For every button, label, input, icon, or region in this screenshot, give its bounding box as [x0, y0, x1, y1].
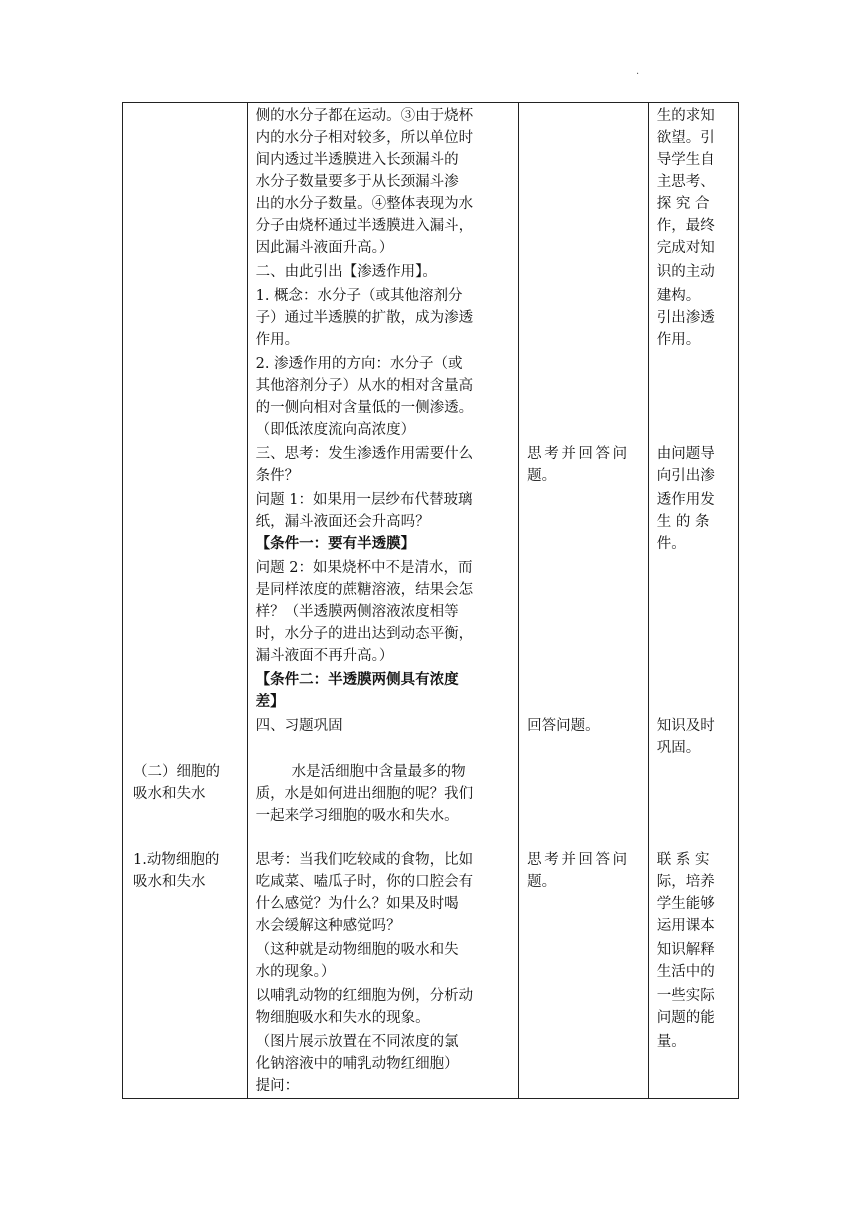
question-line: 问题 1：如果用一层纱布代替玻璃	[255, 492, 473, 508]
section-column-cell	[123, 103, 248, 1099]
text-line: 什么感觉？为什么？如果及时喝	[255, 896, 459, 912]
text-line: 建构。	[656, 288, 701, 304]
text-line: 时，水分子的进出达到动态平衡，	[255, 626, 474, 642]
text-line: 作用。	[656, 332, 701, 348]
text-line: 2. 渗透作用的方向：水分子（或	[255, 356, 463, 372]
condition-one-line: 【条件一：要有半透膜】	[255, 535, 416, 552]
text-line: 量。	[656, 1034, 686, 1050]
text-line: 内的水分子相对较多，所以单位时	[255, 130, 474, 146]
teacher-activity-cell	[247, 103, 519, 1099]
text-line: 际，培养	[656, 874, 715, 890]
text-line: 主思考、	[656, 174, 715, 190]
text-line: 作，最终	[656, 218, 715, 234]
text-line: 因此漏斗液面升高。）	[255, 240, 394, 256]
text-line: 知识及时	[656, 718, 715, 734]
text-line: 物细胞吸水和失水的现象。	[255, 1010, 430, 1026]
table-row	[123, 103, 739, 1099]
text-line: 样？（半透膜两侧溶液浓度相等	[255, 604, 459, 620]
text-line: （即低浓度流向高浓度）	[255, 422, 416, 438]
text-line: 一些实际	[656, 988, 715, 1004]
text-line: 吃咸菜、嗑瓜子时，你的口腔会有	[255, 874, 474, 890]
text-line: 其他溶剂分子）从水的相对含量高	[255, 378, 474, 394]
text-line: 水会缓解这种感觉吗？	[255, 918, 401, 934]
text-line: 回答问题。	[527, 718, 600, 734]
heading-line: 三、思考：发生渗透作用需要什么	[255, 446, 474, 462]
text-line: 运用课本	[656, 918, 715, 934]
text-line: 完成对知	[656, 240, 715, 256]
text-line: 问题的能	[656, 1010, 715, 1026]
text-line: 由问题导	[656, 446, 715, 462]
lesson-plan-table	[122, 102, 739, 1099]
text-line: 的一侧向相对含量低的一侧渗透。	[255, 400, 474, 416]
text-line: 引出渗透	[656, 310, 715, 326]
text-line: 子）通过半透膜的扩散，成为渗透	[255, 310, 474, 326]
text-line: 提问：	[255, 1078, 300, 1094]
text-line: 作用。	[255, 332, 300, 348]
section-title-line-1: （二）细胞的	[133, 764, 220, 780]
text-line: 质，水是如何进出细胞的呢？我们	[255, 786, 474, 802]
text-line: （这种就是动物细胞的吸水和失	[255, 942, 459, 958]
text-line: 巩固。	[656, 740, 701, 756]
heading-line: 二、由此引出【渗透作用】。	[255, 264, 437, 280]
text-line: （图片展示放置在不同浓度的氯	[255, 1034, 459, 1050]
text-line: 出的水分子数量。④整体表现为水	[255, 196, 474, 212]
text-line: 漏斗液面不再升高。）	[255, 648, 394, 664]
subsection-title-line-1: 1.动物细胞的	[133, 852, 220, 868]
text-line: 欲望。引	[656, 130, 715, 146]
text-line: 思考并回答问	[527, 446, 630, 462]
text-line: 生的求知	[656, 108, 715, 124]
text-line: 纸，漏斗液面还会升高吗？	[255, 514, 430, 530]
text-line: 知识解释	[656, 942, 715, 958]
heading-line: 四、习题巩固	[255, 718, 343, 734]
text-line: 识的主动	[656, 264, 715, 280]
text-line: 条件？	[255, 468, 300, 484]
design-intent-cell	[648, 103, 738, 1099]
page-mark: .	[636, 66, 640, 77]
text-line: 探 究 合	[656, 196, 710, 212]
text-line: 学生能够	[656, 896, 715, 912]
text-line: 思考：当我们吃较咸的食物，比如	[255, 852, 474, 868]
text-line: 分子由烧杯通过半透膜进入漏斗，	[255, 218, 474, 234]
section-title-line-2: 吸水和失水	[133, 786, 206, 802]
text-line: 向引出渗	[656, 468, 715, 484]
condition-two-line: 差】	[255, 693, 285, 710]
text-line: 水的现象。）	[255, 964, 336, 980]
text-line: 一起来学习细胞的吸水和失水。	[255, 808, 459, 824]
intro-line: 水是活细胞中含量最多的物	[291, 764, 466, 780]
subsection-title-line-2: 吸水和失水	[133, 874, 206, 890]
text-line: 间内透过半透膜进入长颈漏斗的	[255, 152, 459, 168]
text-line: 生活中的	[656, 964, 715, 980]
text-line: 题。	[527, 468, 557, 484]
text-line: 件。	[656, 536, 686, 552]
text-line: 水分子数量要多于从长颈漏斗渗	[255, 174, 459, 190]
text-line: 以哺乳动物的红细胞为例，分析动	[255, 988, 474, 1004]
text-line: 化钠溶液中的哺乳动物红细胞）	[255, 1056, 459, 1072]
question-line: 问题 2：如果烧杯中不是清水，而	[255, 560, 473, 576]
text-line: 导学生自	[656, 152, 715, 168]
text-line: 联 系 实	[656, 852, 710, 868]
text-line: 题。	[527, 874, 557, 890]
text-line: 生 的 条	[656, 514, 710, 530]
text-line: 透作用发	[656, 492, 715, 508]
text-line: 侧的水分子都在运动。③由于烧杯	[255, 108, 474, 124]
student-activity-cell	[519, 103, 649, 1099]
text-line: 1. 概念：水分子（或其他溶剂分	[255, 288, 463, 304]
condition-two-line: 【条件二：半透膜两侧具有浓度	[255, 671, 459, 688]
text-line: 是同样浓度的蔗糖溶液，结果会怎	[255, 582, 474, 598]
text-line: 思考并回答问	[527, 852, 630, 868]
